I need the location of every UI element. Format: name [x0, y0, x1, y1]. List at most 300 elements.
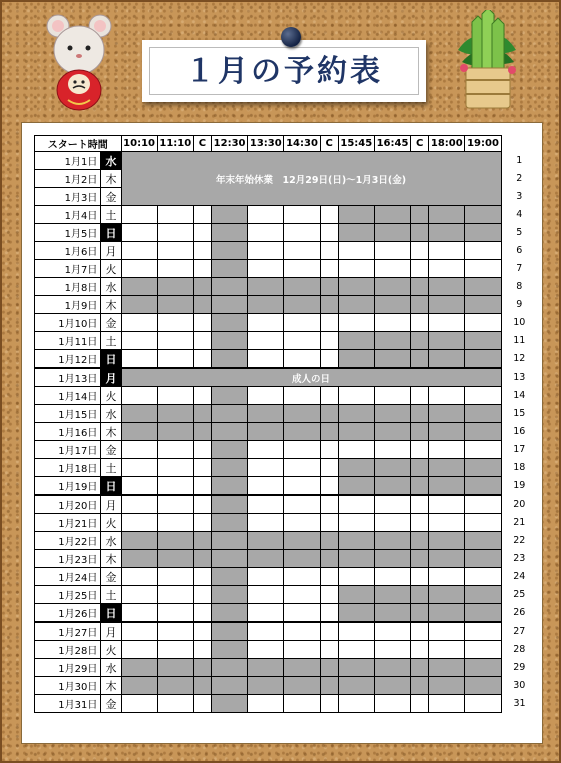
- slot-open[interactable]: [157, 350, 193, 369]
- slot-booked[interactable]: [121, 278, 157, 296]
- slot-open[interactable]: [374, 260, 410, 278]
- slot-booked[interactable]: [212, 477, 248, 496]
- slot-open[interactable]: [374, 495, 410, 514]
- slot-open[interactable]: [320, 387, 338, 405]
- slot-open[interactable]: [411, 568, 429, 586]
- slot-open[interactable]: [157, 441, 193, 459]
- slot-open[interactable]: [429, 242, 465, 260]
- slot-open[interactable]: [193, 622, 211, 641]
- slot-open[interactable]: [429, 387, 465, 405]
- slot-booked[interactable]: [338, 604, 374, 623]
- slot-booked[interactable]: [212, 677, 248, 695]
- slot-open[interactable]: [338, 260, 374, 278]
- slot-open[interactable]: [248, 206, 284, 224]
- slot-booked[interactable]: [284, 278, 320, 296]
- slot-open[interactable]: [157, 495, 193, 514]
- slot-booked[interactable]: [411, 332, 429, 350]
- slot-open[interactable]: [193, 242, 211, 260]
- slot-open[interactable]: [429, 568, 465, 586]
- slot-open[interactable]: [121, 332, 157, 350]
- slot-booked[interactable]: [193, 677, 211, 695]
- slot-open[interactable]: [284, 695, 320, 713]
- slot-open[interactable]: [429, 641, 465, 659]
- slot-booked[interactable]: [212, 350, 248, 369]
- slot-booked[interactable]: [374, 659, 410, 677]
- slot-booked[interactable]: [338, 332, 374, 350]
- slot-booked[interactable]: [248, 659, 284, 677]
- slot-booked[interactable]: [212, 641, 248, 659]
- slot-open[interactable]: [121, 695, 157, 713]
- slot-booked[interactable]: [212, 224, 248, 242]
- slot-booked[interactable]: [429, 423, 465, 441]
- slot-booked[interactable]: [429, 296, 465, 314]
- slot-open[interactable]: [157, 695, 193, 713]
- slot-booked[interactable]: [338, 423, 374, 441]
- slot-open[interactable]: [121, 387, 157, 405]
- slot-open[interactable]: [338, 242, 374, 260]
- slot-open[interactable]: [121, 350, 157, 369]
- slot-booked[interactable]: [121, 659, 157, 677]
- slot-open[interactable]: [248, 224, 284, 242]
- slot-open[interactable]: [320, 242, 338, 260]
- slot-booked[interactable]: [338, 206, 374, 224]
- slot-open[interactable]: [157, 314, 193, 332]
- slot-open[interactable]: [193, 514, 211, 532]
- slot-booked[interactable]: [193, 278, 211, 296]
- slot-booked[interactable]: [411, 532, 429, 550]
- slot-open[interactable]: [338, 695, 374, 713]
- slot-booked[interactable]: [212, 459, 248, 477]
- slot-booked[interactable]: [212, 296, 248, 314]
- slot-open[interactable]: [374, 568, 410, 586]
- slot-booked[interactable]: [374, 677, 410, 695]
- slot-booked[interactable]: [338, 296, 374, 314]
- slot-booked[interactable]: [429, 550, 465, 568]
- slot-open[interactable]: [465, 441, 501, 459]
- slot-open[interactable]: [320, 477, 338, 496]
- slot-open[interactable]: [121, 514, 157, 532]
- slot-booked[interactable]: [284, 532, 320, 550]
- slot-booked[interactable]: [320, 677, 338, 695]
- slot-open[interactable]: [284, 568, 320, 586]
- slot-booked[interactable]: [411, 350, 429, 369]
- slot-open[interactable]: [465, 495, 501, 514]
- slot-booked[interactable]: [248, 550, 284, 568]
- slot-open[interactable]: [284, 495, 320, 514]
- slot-booked[interactable]: [212, 550, 248, 568]
- slot-open[interactable]: [284, 441, 320, 459]
- slot-booked[interactable]: [212, 387, 248, 405]
- slot-open[interactable]: [121, 477, 157, 496]
- slot-booked[interactable]: [212, 278, 248, 296]
- slot-booked[interactable]: [212, 532, 248, 550]
- slot-open[interactable]: [465, 242, 501, 260]
- slot-open[interactable]: [465, 641, 501, 659]
- slot-open[interactable]: [429, 314, 465, 332]
- slot-open[interactable]: [157, 477, 193, 496]
- slot-booked[interactable]: [121, 296, 157, 314]
- slot-booked[interactable]: [212, 242, 248, 260]
- slot-open[interactable]: [411, 622, 429, 641]
- slot-open[interactable]: [338, 387, 374, 405]
- slot-open[interactable]: [157, 604, 193, 623]
- slot-open[interactable]: [157, 206, 193, 224]
- slot-open[interactable]: [284, 332, 320, 350]
- slot-open[interactable]: [248, 350, 284, 369]
- slot-open[interactable]: [284, 260, 320, 278]
- slot-booked[interactable]: [465, 405, 501, 423]
- slot-booked[interactable]: [411, 659, 429, 677]
- slot-booked[interactable]: [374, 224, 410, 242]
- slot-open[interactable]: [248, 586, 284, 604]
- slot-open[interactable]: [429, 695, 465, 713]
- slot-open[interactable]: [193, 695, 211, 713]
- slot-open[interactable]: [248, 641, 284, 659]
- slot-booked[interactable]: [157, 405, 193, 423]
- slot-open[interactable]: [320, 568, 338, 586]
- slot-open[interactable]: [429, 622, 465, 641]
- slot-open[interactable]: [284, 477, 320, 496]
- slot-booked[interactable]: [157, 550, 193, 568]
- slot-booked[interactable]: [465, 206, 501, 224]
- slot-open[interactable]: [465, 260, 501, 278]
- slot-open[interactable]: [121, 568, 157, 586]
- slot-booked[interactable]: [465, 350, 501, 369]
- slot-open[interactable]: [157, 622, 193, 641]
- slot-booked[interactable]: [374, 459, 410, 477]
- slot-booked[interactable]: [157, 659, 193, 677]
- slot-booked[interactable]: [429, 332, 465, 350]
- slot-open[interactable]: [465, 622, 501, 641]
- slot-open[interactable]: [248, 604, 284, 623]
- slot-open[interactable]: [248, 477, 284, 496]
- slot-booked[interactable]: [429, 405, 465, 423]
- slot-open[interactable]: [284, 459, 320, 477]
- slot-open[interactable]: [157, 332, 193, 350]
- slot-booked[interactable]: [121, 405, 157, 423]
- slot-open[interactable]: [193, 586, 211, 604]
- slot-booked[interactable]: [465, 224, 501, 242]
- slot-open[interactable]: [374, 242, 410, 260]
- slot-open[interactable]: [248, 387, 284, 405]
- slot-booked[interactable]: [465, 296, 501, 314]
- slot-booked[interactable]: [465, 550, 501, 568]
- slot-booked[interactable]: [465, 423, 501, 441]
- slot-open[interactable]: [465, 387, 501, 405]
- slot-open[interactable]: [338, 441, 374, 459]
- slot-booked[interactable]: [465, 586, 501, 604]
- slot-open[interactable]: [374, 695, 410, 713]
- slot-open[interactable]: [429, 495, 465, 514]
- slot-booked[interactable]: [193, 405, 211, 423]
- slot-booked[interactable]: [320, 659, 338, 677]
- slot-open[interactable]: [248, 568, 284, 586]
- slot-booked[interactable]: [320, 532, 338, 550]
- slot-open[interactable]: [338, 568, 374, 586]
- slot-open[interactable]: [320, 586, 338, 604]
- slot-booked[interactable]: [465, 477, 501, 496]
- slot-booked[interactable]: [338, 550, 374, 568]
- slot-booked[interactable]: [248, 278, 284, 296]
- slot-open[interactable]: [374, 314, 410, 332]
- slot-booked[interactable]: [338, 405, 374, 423]
- slot-open[interactable]: [157, 514, 193, 532]
- slot-open[interactable]: [157, 568, 193, 586]
- slot-booked[interactable]: [374, 278, 410, 296]
- slot-open[interactable]: [121, 206, 157, 224]
- slot-open[interactable]: [429, 514, 465, 532]
- slot-open[interactable]: [411, 641, 429, 659]
- slot-booked[interactable]: [212, 514, 248, 532]
- slot-booked[interactable]: [212, 659, 248, 677]
- slot-open[interactable]: [429, 441, 465, 459]
- slot-booked[interactable]: [374, 550, 410, 568]
- slot-booked[interactable]: [284, 659, 320, 677]
- slot-booked[interactable]: [121, 677, 157, 695]
- slot-open[interactable]: [320, 332, 338, 350]
- slot-booked[interactable]: [248, 677, 284, 695]
- slot-booked[interactable]: [284, 405, 320, 423]
- slot-booked[interactable]: [429, 604, 465, 623]
- slot-open[interactable]: [193, 441, 211, 459]
- slot-open[interactable]: [248, 260, 284, 278]
- slot-booked[interactable]: [338, 350, 374, 369]
- slot-open[interactable]: [121, 586, 157, 604]
- slot-open[interactable]: [248, 332, 284, 350]
- slot-booked[interactable]: [429, 278, 465, 296]
- slot-open[interactable]: [320, 695, 338, 713]
- slot-booked[interactable]: [212, 405, 248, 423]
- slot-open[interactable]: [157, 459, 193, 477]
- slot-open[interactable]: [374, 641, 410, 659]
- slot-booked[interactable]: [465, 532, 501, 550]
- slot-open[interactable]: [157, 242, 193, 260]
- slot-booked[interactable]: [284, 423, 320, 441]
- slot-booked[interactable]: [212, 206, 248, 224]
- slot-booked[interactable]: [374, 477, 410, 496]
- slot-open[interactable]: [157, 260, 193, 278]
- slot-open[interactable]: [121, 441, 157, 459]
- slot-open[interactable]: [248, 695, 284, 713]
- slot-open[interactable]: [193, 604, 211, 623]
- slot-open[interactable]: [411, 387, 429, 405]
- slot-booked[interactable]: [338, 278, 374, 296]
- slot-open[interactable]: [121, 260, 157, 278]
- slot-open[interactable]: [248, 242, 284, 260]
- slot-booked[interactable]: [374, 350, 410, 369]
- slot-booked[interactable]: [429, 350, 465, 369]
- slot-booked[interactable]: [320, 423, 338, 441]
- slot-open[interactable]: [411, 242, 429, 260]
- slot-open[interactable]: [284, 314, 320, 332]
- slot-open[interactable]: [193, 224, 211, 242]
- slot-open[interactable]: [320, 224, 338, 242]
- slot-open[interactable]: [193, 568, 211, 586]
- slot-open[interactable]: [411, 314, 429, 332]
- slot-open[interactable]: [284, 350, 320, 369]
- slot-booked[interactable]: [284, 550, 320, 568]
- slot-booked[interactable]: [411, 296, 429, 314]
- slot-booked[interactable]: [374, 423, 410, 441]
- slot-open[interactable]: [411, 260, 429, 278]
- slot-booked[interactable]: [411, 477, 429, 496]
- slot-booked[interactable]: [429, 224, 465, 242]
- slot-open[interactable]: [465, 514, 501, 532]
- slot-open[interactable]: [411, 441, 429, 459]
- slot-booked[interactable]: [248, 423, 284, 441]
- slot-open[interactable]: [284, 604, 320, 623]
- slot-booked[interactable]: [465, 677, 501, 695]
- slot-booked[interactable]: [284, 296, 320, 314]
- slot-open[interactable]: [157, 387, 193, 405]
- slot-open[interactable]: [374, 514, 410, 532]
- slot-booked[interactable]: [411, 459, 429, 477]
- slot-booked[interactable]: [429, 206, 465, 224]
- slot-open[interactable]: [320, 350, 338, 369]
- slot-open[interactable]: [374, 441, 410, 459]
- slot-open[interactable]: [465, 695, 501, 713]
- slot-booked[interactable]: [157, 423, 193, 441]
- slot-open[interactable]: [121, 622, 157, 641]
- slot-open[interactable]: [248, 314, 284, 332]
- slot-booked[interactable]: [320, 296, 338, 314]
- slot-booked[interactable]: [157, 677, 193, 695]
- slot-booked[interactable]: [193, 423, 211, 441]
- slot-open[interactable]: [465, 314, 501, 332]
- slot-booked[interactable]: [411, 586, 429, 604]
- slot-booked[interactable]: [465, 459, 501, 477]
- slot-booked[interactable]: [374, 604, 410, 623]
- slot-booked[interactable]: [248, 405, 284, 423]
- slot-booked[interactable]: [157, 296, 193, 314]
- slot-open[interactable]: [121, 459, 157, 477]
- slot-booked[interactable]: [429, 459, 465, 477]
- slot-booked[interactable]: [320, 405, 338, 423]
- slot-booked[interactable]: [429, 659, 465, 677]
- slot-open[interactable]: [284, 514, 320, 532]
- slot-open[interactable]: [320, 604, 338, 623]
- slot-booked[interactable]: [212, 604, 248, 623]
- slot-open[interactable]: [411, 695, 429, 713]
- slot-open[interactable]: [284, 387, 320, 405]
- slot-open[interactable]: [121, 641, 157, 659]
- slot-booked[interactable]: [212, 695, 248, 713]
- slot-booked[interactable]: [157, 532, 193, 550]
- slot-open[interactable]: [248, 622, 284, 641]
- slot-open[interactable]: [248, 495, 284, 514]
- slot-open[interactable]: [320, 314, 338, 332]
- slot-booked[interactable]: [121, 423, 157, 441]
- slot-open[interactable]: [193, 495, 211, 514]
- slot-open[interactable]: [121, 224, 157, 242]
- slot-open[interactable]: [284, 586, 320, 604]
- slot-booked[interactable]: [411, 604, 429, 623]
- slot-booked[interactable]: [374, 586, 410, 604]
- slot-open[interactable]: [320, 260, 338, 278]
- slot-open[interactable]: [157, 224, 193, 242]
- slot-booked[interactable]: [338, 459, 374, 477]
- slot-booked[interactable]: [212, 332, 248, 350]
- slot-open[interactable]: [193, 206, 211, 224]
- slot-booked[interactable]: [320, 278, 338, 296]
- slot-open[interactable]: [248, 514, 284, 532]
- slot-booked[interactable]: [411, 550, 429, 568]
- slot-open[interactable]: [284, 242, 320, 260]
- slot-booked[interactable]: [320, 550, 338, 568]
- slot-booked[interactable]: [121, 532, 157, 550]
- slot-open[interactable]: [465, 568, 501, 586]
- slot-booked[interactable]: [374, 332, 410, 350]
- slot-open[interactable]: [284, 206, 320, 224]
- slot-open[interactable]: [429, 260, 465, 278]
- slot-booked[interactable]: [338, 532, 374, 550]
- slot-booked[interactable]: [193, 659, 211, 677]
- slot-booked[interactable]: [465, 332, 501, 350]
- slot-open[interactable]: [411, 514, 429, 532]
- slot-open[interactable]: [157, 586, 193, 604]
- slot-booked[interactable]: [374, 296, 410, 314]
- slot-open[interactable]: [284, 622, 320, 641]
- slot-open[interactable]: [193, 350, 211, 369]
- slot-open[interactable]: [320, 495, 338, 514]
- slot-open[interactable]: [320, 206, 338, 224]
- slot-booked[interactable]: [248, 296, 284, 314]
- slot-booked[interactable]: [121, 550, 157, 568]
- slot-open[interactable]: [193, 260, 211, 278]
- slot-booked[interactable]: [193, 296, 211, 314]
- slot-booked[interactable]: [411, 278, 429, 296]
- slot-booked[interactable]: [338, 224, 374, 242]
- slot-booked[interactable]: [338, 659, 374, 677]
- slot-open[interactable]: [121, 242, 157, 260]
- slot-booked[interactable]: [212, 586, 248, 604]
- slot-open[interactable]: [320, 622, 338, 641]
- slot-open[interactable]: [338, 314, 374, 332]
- slot-open[interactable]: [193, 332, 211, 350]
- slot-open[interactable]: [411, 495, 429, 514]
- slot-open[interactable]: [374, 622, 410, 641]
- slot-booked[interactable]: [465, 659, 501, 677]
- slot-booked[interactable]: [284, 677, 320, 695]
- slot-booked[interactable]: [465, 278, 501, 296]
- slot-open[interactable]: [338, 622, 374, 641]
- slot-booked[interactable]: [212, 314, 248, 332]
- slot-booked[interactable]: [212, 568, 248, 586]
- slot-open[interactable]: [121, 495, 157, 514]
- slot-open[interactable]: [248, 441, 284, 459]
- slot-booked[interactable]: [248, 532, 284, 550]
- slot-open[interactable]: [121, 604, 157, 623]
- slot-open[interactable]: [338, 495, 374, 514]
- slot-booked[interactable]: [212, 423, 248, 441]
- slot-open[interactable]: [374, 387, 410, 405]
- slot-booked[interactable]: [429, 586, 465, 604]
- slot-booked[interactable]: [212, 441, 248, 459]
- slot-open[interactable]: [320, 441, 338, 459]
- slot-open[interactable]: [248, 459, 284, 477]
- slot-booked[interactable]: [411, 423, 429, 441]
- slot-booked[interactable]: [374, 405, 410, 423]
- slot-booked[interactable]: [193, 550, 211, 568]
- slot-booked[interactable]: [411, 224, 429, 242]
- slot-open[interactable]: [193, 641, 211, 659]
- slot-open[interactable]: [320, 514, 338, 532]
- slot-booked[interactable]: [374, 532, 410, 550]
- slot-booked[interactable]: [429, 677, 465, 695]
- slot-open[interactable]: [338, 514, 374, 532]
- slot-booked[interactable]: [157, 278, 193, 296]
- slot-open[interactable]: [157, 641, 193, 659]
